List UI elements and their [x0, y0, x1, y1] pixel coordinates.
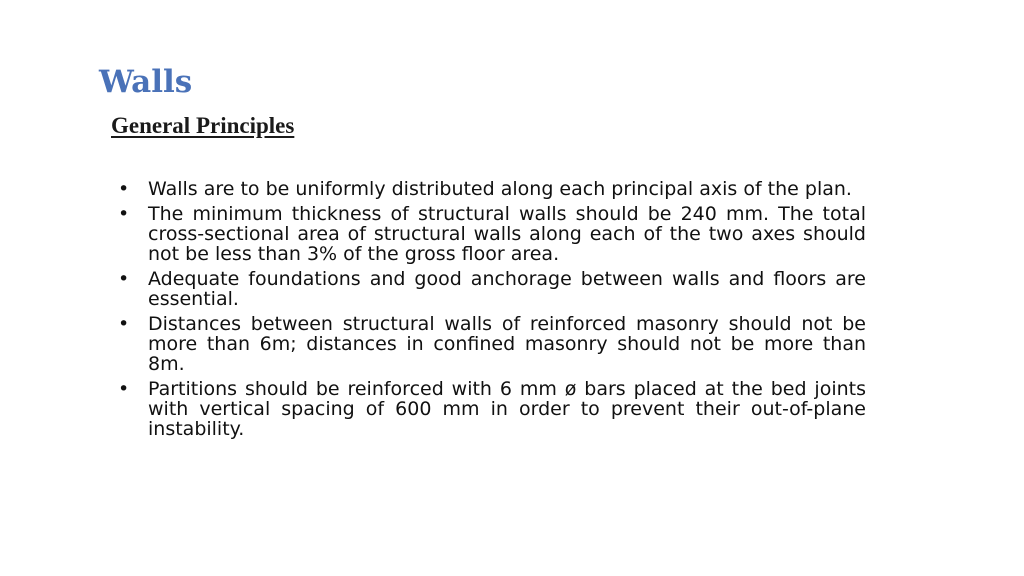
bullet-icon: • [118, 378, 130, 400]
bullet-item [118, 178, 866, 200]
bullet-item [118, 313, 866, 375]
bullet-icon: • [118, 268, 130, 290]
bullet-text: The minimum thickness of structural walls should be 240 mm. The total cross-sectional area of structural walls along each of the two axes should not be less than 3% of the gross floor area. [148, 203, 866, 265]
bullet-icon: • [118, 313, 130, 335]
bullet-text: Adequate foundations and good anchorage between walls and floors are essential. [148, 268, 866, 310]
slide-subtitle: General Principles [111, 113, 295, 138]
bullet-item [118, 378, 866, 440]
bullet-text: Walls are to be uniformly distributed along each principal axis of the plan. [148, 178, 852, 200]
bullet-item [118, 268, 866, 310]
bullet-text: Partitions should be reinforced with 6 mm ø bars placed at the bed joints with vertical spacing of 600 mm in order to prevent their out-of-plane instability. [148, 378, 866, 440]
slide-title: Walls [99, 64, 193, 100]
bullet-icon: • [118, 178, 130, 200]
bullet-item [118, 203, 866, 265]
bullet-icon: • [118, 203, 130, 225]
bullet-list [118, 178, 866, 444]
bullet-text: Distances between structural walls of reinforced masonry should not be more than 6m; distances in confined masonry should not be more than 8m. [148, 313, 866, 375]
